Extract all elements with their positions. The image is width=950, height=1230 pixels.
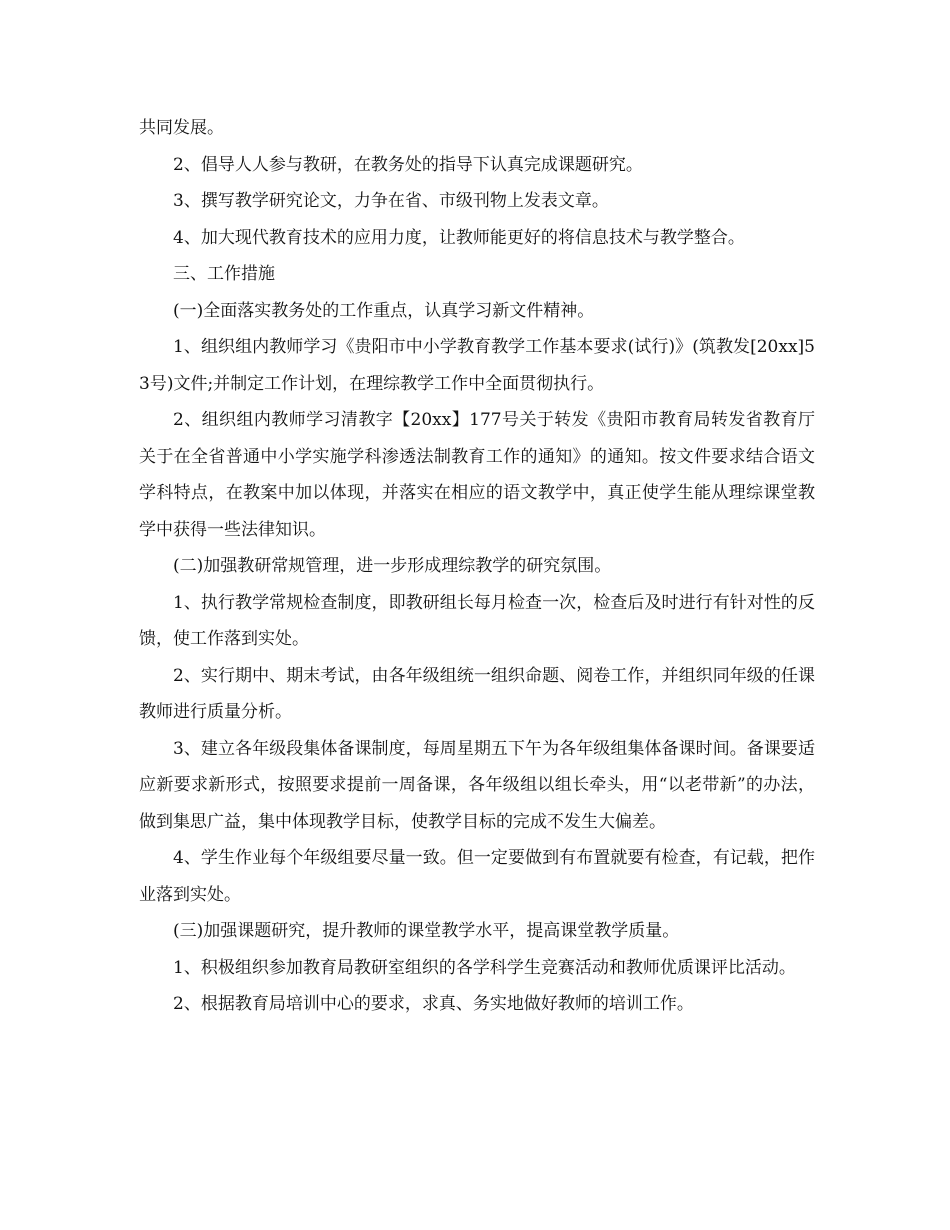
paragraph: 3、撰写教学研究论文，力争在省、市级刊物上发表文章。 — [173, 191, 609, 211]
paragraph: 2、倡导人人参与教研，在教务处的指导下认真完成课题研究。 — [173, 154, 643, 175]
subsection-heading: (一)全面落实教务处的工作重点，认真学习新文件精神。 — [173, 300, 595, 321]
section-heading: 三、工作措施 — [173, 264, 275, 284]
paragraph: 4、加大现代教育技术的应用力度，让教师能更好的将信息技术与教学整合。 — [173, 227, 745, 248]
paragraph: 1、组织组内教师学习《贵阳市中小学教育教学工作基本要求(试行)》(筑教发[20xx]53号)文件;并制定工作计划，在理综教学工作中全面贯彻执行。 — [139, 337, 815, 394]
paragraph: 3、建立各年级段集体备课制度，每周星期五下午为各年级组集体备课时间。备课要适应新要求新形式，按照要求提前一周备课，各年级组以组长牵头，用“以老带新”的办法， 做到集思广益，集中体现教学目标，使教学目标的完成不发生大偏差。 — [139, 738, 821, 832]
paragraph: 1、积极组织参加教育局教研室组织的各学科学生竞赛活动和教师优质课评比活动。 — [173, 957, 796, 978]
paragraph: 2、根据教育局培训中心的要求，求真、务实地做好教师的培训工作。 — [173, 994, 694, 1014]
paragraph: 2、组织组内教师学习清教字【20xx】177号关于转发《贵阳市教育局转发省教育厅关于在全省普通中小学实施学科渗透法制教育工作的通知》的通知。按文件要求结合语文学科特点，在教案中加以体现，并落实在相应的语文教学中，真正使学生能从理综课堂教学中获得一些法律知识。 — [139, 410, 815, 540]
subsection-heading: (三)加强课题研究，提升教师的课堂教学水平，提高课堂教学质量。 — [173, 921, 680, 941]
subsection-heading: (二)加强教研常规管理，进一步形成理综教学的研究氛围。 — [173, 556, 612, 576]
paragraph: 4、学生作业每个年级组要尽量一致。但一定要做到有布置就要有检查，有记载，把作业落到实处。 — [139, 848, 815, 905]
paragraph: 2、实行期中、期末考试，由各年级组统一组织命题、阅卷工作，并组织同年级的任课教师进行质量分析。 — [139, 665, 815, 722]
paragraph: 共同发展。 — [139, 118, 224, 138]
document-body — [139, 110, 821, 1023]
paragraph: 1、执行教学常规检查制度，即教研组长每月检查一次，检查后及时进行有针对性的反馈，使工作落到实处。 — [139, 592, 815, 649]
